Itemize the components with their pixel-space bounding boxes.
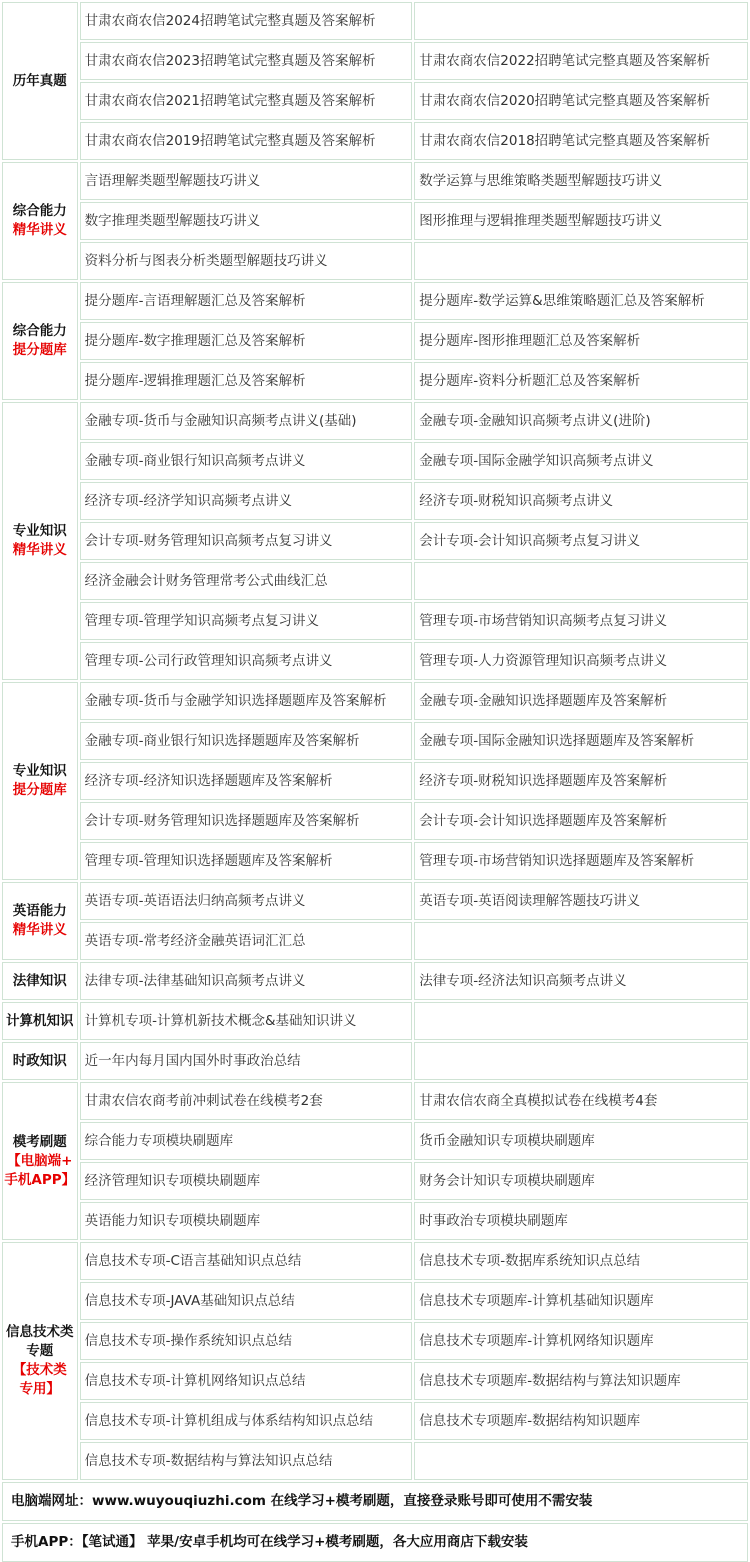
material-link[interactable]: 金融专项-商业银行知识选择题题库及答案解析 xyxy=(80,722,413,760)
category-subtitle: 【技术类 xyxy=(12,1362,67,1378)
table-row xyxy=(2,642,748,680)
materials-table-body xyxy=(2,2,748,1480)
table-row xyxy=(2,402,748,440)
material-link[interactable]: 管理专项-市场营销知识选择题题库及答案解析 xyxy=(414,842,748,880)
category-cell xyxy=(2,1082,78,1240)
table-row xyxy=(2,1322,748,1360)
material-link[interactable]: 经济专项-经济学知识高频考点讲义 xyxy=(80,482,413,520)
table-row xyxy=(2,1442,748,1480)
table-row xyxy=(2,162,748,200)
material-link[interactable]: 提分题库-图形推理题汇总及答案解析 xyxy=(414,322,748,360)
table-row xyxy=(2,842,748,880)
material-link[interactable]: 信息技术专项题库-数据结构知识题库 xyxy=(414,1402,748,1440)
table-row xyxy=(2,1202,748,1240)
material-link[interactable]: 经济金融会计财务管理常考公式曲线汇总 xyxy=(80,562,413,600)
table-row xyxy=(2,522,748,560)
table-row xyxy=(2,562,748,600)
material-link[interactable]: 时事政治专项模块刷题库 xyxy=(414,1202,748,1240)
material-link[interactable]: 甘肃农信农商考前冲刺试卷在线模考2套 xyxy=(80,1082,413,1120)
material-link[interactable]: 金融专项-国际金融知识选择题题库及答案解析 xyxy=(414,722,748,760)
material-link[interactable]: 甘肃农商农信2023招聘笔试完整真题及答案解析 xyxy=(80,42,413,80)
material-link[interactable]: 英语专项-英语语法归纳高频考点讲义 xyxy=(80,882,413,920)
material-link[interactable]: 甘肃农商农信2018招聘笔试完整真题及答案解析 xyxy=(414,122,748,160)
material-link[interactable]: 信息技术专项-JAVA基础知识点总结 xyxy=(80,1282,413,1320)
material-link[interactable]: 会计专项-会计知识高频考点复习讲义 xyxy=(414,522,748,560)
material-link[interactable]: 提分题库-逻辑推理题汇总及答案解析 xyxy=(80,362,413,400)
empty-cell xyxy=(414,562,748,600)
category-subtitle: 提分题库 xyxy=(12,782,67,798)
material-link[interactable]: 经济专项-经济知识选择题题库及答案解析 xyxy=(80,762,413,800)
table-row xyxy=(2,42,748,80)
category-cell xyxy=(2,2,78,160)
category-cell xyxy=(2,962,78,1000)
category-title: 模考刷题 xyxy=(12,1133,67,1150)
category-subtitle: 精华讲义 xyxy=(12,222,67,238)
material-link[interactable]: 信息技术专项-数据结构与算法知识点总结 xyxy=(80,1442,413,1480)
category-title: 综合能力 xyxy=(12,323,67,339)
material-link[interactable]: 提分题库-数学运算&思维策略题汇总及答案解析 xyxy=(414,282,748,320)
empty-cell xyxy=(414,1042,748,1080)
category-cell xyxy=(2,402,78,680)
table-row xyxy=(2,282,748,320)
material-link[interactable]: 甘肃农商农信2019招聘笔试完整真题及答案解析 xyxy=(80,122,413,160)
category-title: 计算机知识 xyxy=(6,1012,74,1029)
material-link[interactable]: 英语专项-英语阅读理解答题技巧讲义 xyxy=(414,882,748,920)
category-subtitle: 精华讲义 xyxy=(12,922,67,938)
material-link[interactable]: 数学运算与思维策略类题型解题技巧讲义 xyxy=(414,162,748,200)
material-link[interactable]: 信息技术专项-C语言基础知识点总结 xyxy=(80,1242,413,1280)
empty-cell xyxy=(414,1002,748,1040)
category-cell xyxy=(2,162,78,280)
table-row xyxy=(2,1042,748,1080)
material-link[interactable]: 甘肃农商农信2024招聘笔试完整真题及答案解析 xyxy=(80,2,413,40)
material-link[interactable]: 信息技术专项-计算机网络知识点总结 xyxy=(80,1362,413,1400)
material-link[interactable]: 金融专项-货币与金融知识高频考点讲义(基础) xyxy=(80,402,413,440)
category-title: 专业知识 xyxy=(12,763,67,779)
material-link[interactable]: 金融专项-金融知识选择题题库及答案解析 xyxy=(414,682,748,720)
category-subtitle2: 专用】 xyxy=(19,1381,61,1397)
material-link[interactable]: 信息技术专项题库-计算机基础知识题库 xyxy=(414,1282,748,1320)
footer-app-info: 手机APP：【笔试通】 苹果/安卓手机均可在线学习+模考刷题，各大应用商店下载安装 xyxy=(2,1523,748,1562)
material-link[interactable]: 甘肃农商农信2021招聘笔试完整真题及答案解析 xyxy=(80,82,413,120)
material-link[interactable]: 会计专项-财务管理知识高频考点复习讲义 xyxy=(80,522,413,560)
table-row xyxy=(2,1362,748,1400)
table-row xyxy=(2,1002,748,1040)
category-title: 时政知识 xyxy=(12,1052,67,1069)
material-link[interactable]: 管理专项-人力资源管理知识高频考点讲义 xyxy=(414,642,748,680)
material-link[interactable]: 提分题库-资料分析题汇总及答案解析 xyxy=(414,362,748,400)
footer-pc-url: 电脑端网址：www.wuyouqiuzhi.com 在线学习+模考刷题，直接登录账号即可使用不需安装 xyxy=(2,1482,748,1521)
material-link[interactable]: 货币金融知识专项模块刷题库 xyxy=(414,1122,748,1160)
category-cell xyxy=(2,682,78,880)
empty-cell xyxy=(414,242,748,280)
empty-cell xyxy=(414,922,748,960)
category-subtitle: 精华讲义 xyxy=(12,542,67,558)
category-subtitle: 提分题库 xyxy=(12,342,67,358)
table-row xyxy=(2,1402,748,1440)
category-title: 法律知识 xyxy=(12,972,67,989)
category-cell xyxy=(2,1002,78,1040)
category-title: 信息技术类专题 xyxy=(6,1324,74,1359)
material-link[interactable]: 经济专项-财税知识选择题题库及答案解析 xyxy=(414,762,748,800)
empty-cell xyxy=(414,1442,748,1480)
table-row xyxy=(2,2,748,40)
material-link[interactable]: 英语能力知识专项模块刷题库 xyxy=(80,1202,413,1240)
material-link[interactable]: 管理专项-市场营销知识高频考点复习讲义 xyxy=(414,602,748,640)
material-link[interactable]: 提分题库-言语理解题汇总及答案解析 xyxy=(80,282,413,320)
material-link[interactable]: 资料分析与图表分析类题型解题技巧讲义 xyxy=(80,242,413,280)
table-row xyxy=(2,722,748,760)
material-link[interactable]: 图形推理与逻辑推理类题型解题技巧讲义 xyxy=(414,202,748,240)
table-row xyxy=(2,882,748,920)
material-link[interactable]: 法律专项-经济法知识高频考点讲义 xyxy=(414,962,748,1000)
table-row xyxy=(2,762,748,800)
table-row xyxy=(2,922,748,960)
material-link[interactable]: 计算机专项-计算机新技术概念&基础知识讲义 xyxy=(80,1002,413,1040)
material-link[interactable]: 会计专项-财务管理知识选择题题库及答案解析 xyxy=(80,802,413,840)
empty-cell xyxy=(414,2,748,40)
material-link[interactable]: 近一年内每月国内国外时事政治总结 xyxy=(80,1042,413,1080)
category-cell xyxy=(2,282,78,400)
table-row xyxy=(2,1082,748,1120)
table-row xyxy=(2,1282,748,1320)
table-row xyxy=(2,322,748,360)
material-link[interactable]: 甘肃农信农商全真模拟试卷在线模考4套 xyxy=(414,1082,748,1120)
material-link[interactable]: 管理专项-公司行政管理知识高频考点讲义 xyxy=(80,642,413,680)
category-subtitle2: 手机APP】 xyxy=(4,1171,76,1188)
table-row xyxy=(2,1122,748,1160)
material-link[interactable]: 数字推理类题型解题技巧讲义 xyxy=(80,202,413,240)
category-cell xyxy=(2,1042,78,1080)
table-row xyxy=(2,362,748,400)
table-row xyxy=(2,242,748,280)
category-title: 英语能力 xyxy=(12,903,67,919)
category-title: 专业知识 xyxy=(12,523,67,539)
table-row xyxy=(2,442,748,480)
category-title: 历年真题 xyxy=(12,72,67,89)
material-link[interactable]: 金融专项-国际金融学知识高频考点讲义 xyxy=(414,442,748,480)
table-row xyxy=(2,82,748,120)
material-link[interactable]: 法律专项-法律基础知识高频考点讲义 xyxy=(80,962,413,1000)
table-row xyxy=(2,682,748,720)
material-link[interactable]: 信息技术专项-操作系统知识点总结 xyxy=(80,1322,413,1360)
material-link[interactable]: 管理专项-管理知识选择题题库及答案解析 xyxy=(80,842,413,880)
material-link[interactable]: 综合能力专项模块刷题库 xyxy=(80,1122,413,1160)
category-subtitle: 【电脑端+ xyxy=(7,1152,73,1169)
table-row xyxy=(2,962,748,1000)
material-link[interactable]: 会计专项-会计知识选择题题库及答案解析 xyxy=(414,802,748,840)
material-link[interactable]: 信息技术专项-数据库系统知识点总结 xyxy=(414,1242,748,1280)
material-link[interactable]: 英语专项-常考经济金融英语词汇汇总 xyxy=(80,922,413,960)
material-link[interactable]: 金融专项-金融知识高频考点讲义(进阶) xyxy=(414,402,748,440)
material-link[interactable]: 信息技术专项题库-数据结构与算法知识题库 xyxy=(414,1362,748,1400)
material-link[interactable]: 甘肃农商农信2022招聘笔试完整真题及答案解析 xyxy=(414,42,748,80)
table-row xyxy=(2,202,748,240)
material-link[interactable]: 信息技术专项题库-计算机网络知识题库 xyxy=(414,1322,748,1360)
category-cell xyxy=(2,882,78,960)
material-link[interactable]: 言语理解类题型解题技巧讲义 xyxy=(80,162,413,200)
material-link[interactable]: 提分题库-数字推理题汇总及答案解析 xyxy=(80,322,413,360)
material-link[interactable]: 经济专项-财税知识高频考点讲义 xyxy=(414,482,748,520)
table-row xyxy=(2,122,748,160)
material-link[interactable]: 金融专项-货币与金融学知识选择题题库及答案解析 xyxy=(80,682,413,720)
material-link[interactable]: 财务会计知识专项模块刷题库 xyxy=(414,1162,748,1200)
category-cell xyxy=(2,1242,78,1480)
material-link[interactable]: 信息技术专项-计算机组成与体系结构知识点总结 xyxy=(80,1402,413,1440)
table-row xyxy=(2,1162,748,1200)
table-row xyxy=(2,1242,748,1280)
table-row xyxy=(2,482,748,520)
material-link[interactable]: 管理专项-管理学知识高频考点复习讲义 xyxy=(80,602,413,640)
table-row xyxy=(2,602,748,640)
material-link[interactable]: 经济管理知识专项模块刷题库 xyxy=(80,1162,413,1200)
table-row xyxy=(2,802,748,840)
category-title: 综合能力 xyxy=(12,203,67,219)
material-link[interactable]: 甘肃农商农信2020招聘笔试完整真题及答案解析 xyxy=(414,82,748,120)
material-link[interactable]: 金融专项-商业银行知识高频考点讲义 xyxy=(80,442,413,480)
